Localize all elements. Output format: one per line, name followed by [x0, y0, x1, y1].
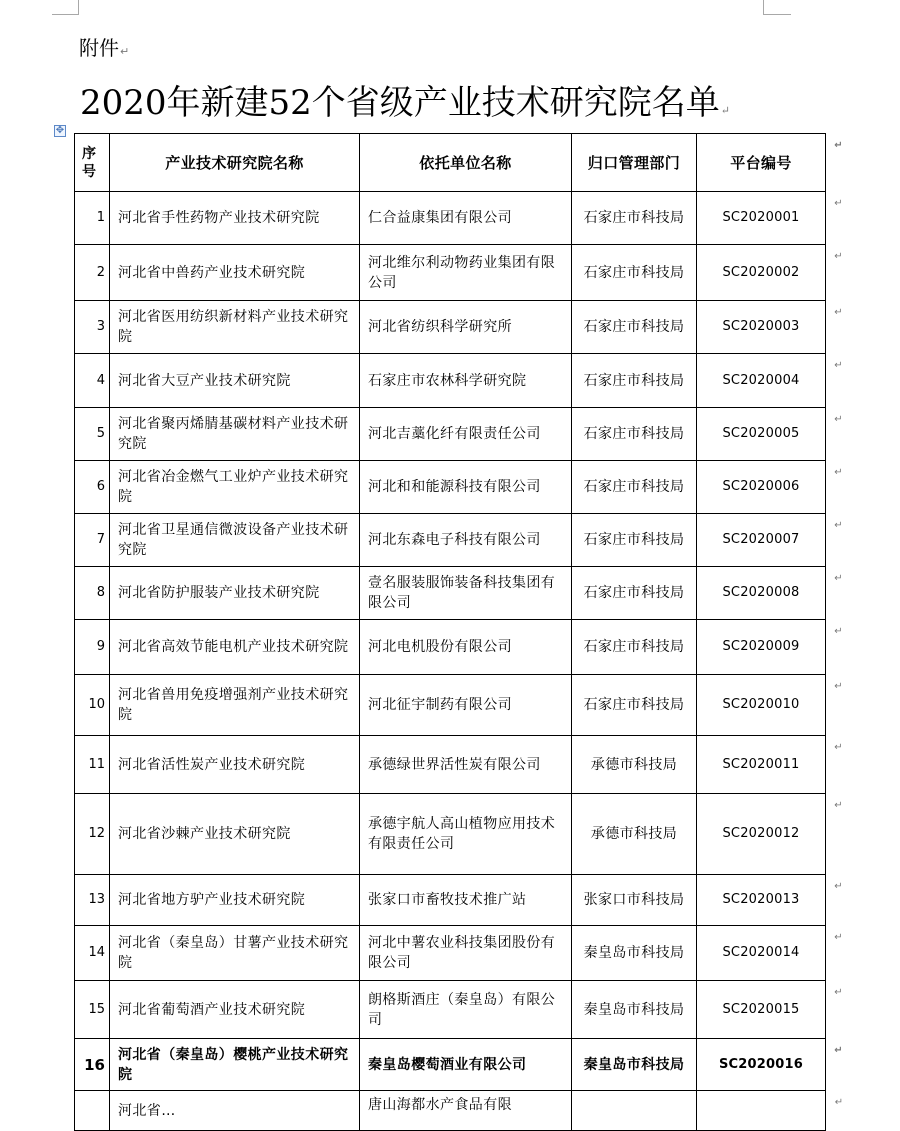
table-row [75, 461, 846, 514]
document-title-line [80, 80, 730, 134]
paragraph-mark-icon: ↵ [720, 104, 731, 117]
cell-code: SC2020003 [697, 301, 826, 354]
cell-code: SC2020016 [697, 1039, 826, 1091]
cell-name: 河北省卫星通信微波设备产业技术研究院 [110, 514, 360, 567]
cell-org: 朗格斯酒庄（秦皇岛）有限公司 [360, 981, 572, 1039]
cell-name: 河北省聚丙烯腈基碳材料产业技术研究院 [110, 408, 360, 461]
cell-org: 唐山海都水产食品有限 [360, 1091, 572, 1131]
end-cell: ↵ [834, 625, 843, 637]
cell-num: 15 [75, 981, 110, 1039]
attachment-label: 附件 [79, 36, 119, 60]
cell-dept: 石家庄市科技局 [572, 408, 697, 461]
cell-org: 石家庄市农林科学研究院 [360, 354, 572, 408]
cell-org: 河北征宇制药有限公司 [360, 675, 572, 736]
cell-code: SC2020009 [697, 620, 826, 675]
cell-dept: 石家庄市科技局 [572, 301, 697, 354]
end-cell: ↵ [834, 519, 843, 531]
end-cell: ↵ [834, 741, 843, 753]
table-row [75, 620, 846, 675]
cell-num: 10 [75, 675, 110, 736]
institutes-table [74, 133, 846, 1131]
cell-dept: 石家庄市科技局 [572, 514, 697, 567]
end-cell: ↵ [834, 880, 843, 892]
table-row [75, 1039, 846, 1091]
cell-name: 河北省医用纺织新材料产业技术研究院 [110, 301, 360, 354]
table-row [75, 245, 846, 301]
table-row [75, 301, 846, 354]
cell-org: 河北电机股份有限公司 [360, 620, 572, 675]
crop-mark-top-left [52, 0, 79, 15]
table-row [75, 192, 846, 245]
cell-num: 1 [75, 192, 110, 245]
end-cell: ↵ [834, 572, 843, 584]
institutes-table-container [74, 133, 845, 1131]
cell-dept: 秦皇岛市科技局 [572, 926, 697, 981]
document-title: 2020年新建52个省级产业技术研究院名单 [80, 83, 720, 123]
header-dept: 归口管理部门 [572, 134, 697, 192]
cell-name: 河北省地方驴产业技术研究院 [110, 875, 360, 926]
cell-org: 仁合益康集团有限公司 [360, 192, 572, 245]
cell-code: SC2020010 [697, 675, 826, 736]
cell-code: SC2020014 [697, 926, 826, 981]
cell-dept: 承德市科技局 [572, 736, 697, 794]
cell-code: SC2020001 [697, 192, 826, 245]
cell-num: 12 [75, 794, 110, 875]
cell-code: SC2020007 [697, 514, 826, 567]
cell-org: 张家口市畜牧技术推广站 [360, 875, 572, 926]
cell-num: 2 [75, 245, 110, 301]
table-move-handle-icon[interactable]: ✥ [55, 125, 65, 136]
end-cell: ↵ [834, 359, 843, 371]
cell-num: 8 [75, 567, 110, 620]
end-cell: ↵ [834, 1096, 844, 1108]
cell-dept: 石家庄市科技局 [572, 567, 697, 620]
cell-name: 河北省（秦皇岛）樱桃产业技术研究院 [110, 1039, 360, 1091]
cell-name: 河北省防护服装产业技术研究院 [110, 567, 360, 620]
cell-num [75, 1091, 110, 1131]
table-row [75, 567, 846, 620]
cell-dept: 石家庄市科技局 [572, 245, 697, 301]
cell-org: 壹名服装服饰装备科技集团有限公司 [360, 567, 572, 620]
cell-num: 16 [75, 1039, 110, 1091]
cell-code: SC2020008 [697, 567, 826, 620]
cell-dept: 石家庄市科技局 [572, 192, 697, 245]
end-cell: ↵ [834, 306, 843, 318]
cell-dept: 石家庄市科技局 [572, 675, 697, 736]
header-org: 依托单位名称 [360, 134, 572, 192]
cell-name: 河北省高效节能电机产业技术研究院 [110, 620, 360, 675]
cell-code: SC2020004 [697, 354, 826, 408]
cell-code: SC2020013 [697, 875, 826, 926]
cell-name: 河北省活性炭产业技术研究院 [110, 736, 360, 794]
end-cell: ↵ [834, 413, 843, 425]
paragraph-mark-icon: ↵ [120, 45, 130, 58]
cell-code: SC2020015 [697, 981, 826, 1039]
cell-name: 河北省… [110, 1091, 360, 1131]
cell-num: 13 [75, 875, 110, 926]
cell-name: 河北省沙棘产业技术研究院 [110, 794, 360, 875]
table-row [75, 675, 846, 736]
cell-name: 河北省葡萄酒产业技术研究院 [110, 981, 360, 1039]
cell-name: 河北省兽用免疫增强剂产业技术研究院 [110, 675, 360, 736]
end-cell: ↵ [834, 197, 843, 209]
cell-org: 河北维尔利动物药业集团有限公司 [360, 245, 572, 301]
cell-org: 承德宇航人高山植物应用技术有限责任公司 [360, 794, 572, 875]
table-row [75, 981, 846, 1039]
table-header-row [75, 134, 846, 192]
cell-org: 河北东森电子科技有限公司 [360, 514, 572, 567]
crop-mark-top-right [763, 0, 791, 15]
header-name: 产业技术研究院名称 [110, 134, 360, 192]
table-row [75, 514, 846, 567]
header-code: 平台编号 [697, 134, 826, 192]
end-cell: ↵ [834, 1044, 843, 1056]
cell-num: 3 [75, 301, 110, 354]
end-cell: ↵ [834, 466, 843, 478]
cell-dept: 承德市科技局 [572, 794, 697, 875]
cell-name: 河北省冶金燃气工业炉产业技术研究院 [110, 461, 360, 514]
cell-dept: 石家庄市科技局 [572, 620, 697, 675]
table-row [75, 1091, 846, 1131]
cell-dept: 秦皇岛市科技局 [572, 981, 697, 1039]
cell-name: 河北省大豆产业技术研究院 [110, 354, 360, 408]
cell-dept: 石家庄市科技局 [572, 461, 697, 514]
end-cell: ↵ [834, 931, 843, 943]
cell-code [697, 1091, 826, 1131]
end-cell: ↵ [834, 986, 843, 998]
cell-org: 承德绿世界活性炭有限公司 [360, 736, 572, 794]
attachment-label-line [79, 34, 129, 66]
cell-dept: 秦皇岛市科技局 [572, 1039, 697, 1091]
cell-code: SC2020011 [697, 736, 826, 794]
cell-code: SC2020002 [697, 245, 826, 301]
cell-name: 河北省手性药物产业技术研究院 [110, 192, 360, 245]
cell-org: 河北吉藁化纤有限责任公司 [360, 408, 572, 461]
header-seq: 序号 [75, 134, 110, 192]
table-row [75, 794, 846, 875]
end-cell: ↵ [834, 799, 843, 811]
cell-dept [572, 1091, 697, 1131]
cell-name: 河北省中兽药产业技术研究院 [110, 245, 360, 301]
cell-code: SC2020012 [697, 794, 826, 875]
cell-num: 11 [75, 736, 110, 794]
cell-org: 秦皇岛樱萄酒业有限公司 [360, 1039, 572, 1091]
cell-num: 4 [75, 354, 110, 408]
cell-code: SC2020006 [697, 461, 826, 514]
table-row [75, 408, 846, 461]
table-row [75, 354, 846, 408]
cell-org: 河北和和能源科技有限公司 [360, 461, 572, 514]
cell-num: 6 [75, 461, 110, 514]
cell-org: 河北中薯农业科技集团股份有限公司 [360, 926, 572, 981]
end-cell: ↵ [834, 680, 843, 692]
cell-num: 14 [75, 926, 110, 981]
cell-num: 7 [75, 514, 110, 567]
cell-name: 河北省（秦皇岛）甘薯产业技术研究院 [110, 926, 360, 981]
cell-org: 河北省纺织科学研究所 [360, 301, 572, 354]
cell-num: 5 [75, 408, 110, 461]
end-cell: ↵ [834, 139, 843, 151]
cell-num: 9 [75, 620, 110, 675]
table-row [75, 736, 846, 794]
cell-dept: 张家口市科技局 [572, 875, 697, 926]
table-row [75, 875, 846, 926]
cell-code: SC2020005 [697, 408, 826, 461]
table-row [75, 926, 846, 981]
cell-dept: 石家庄市科技局 [572, 354, 697, 408]
end-cell: ↵ [834, 250, 843, 262]
